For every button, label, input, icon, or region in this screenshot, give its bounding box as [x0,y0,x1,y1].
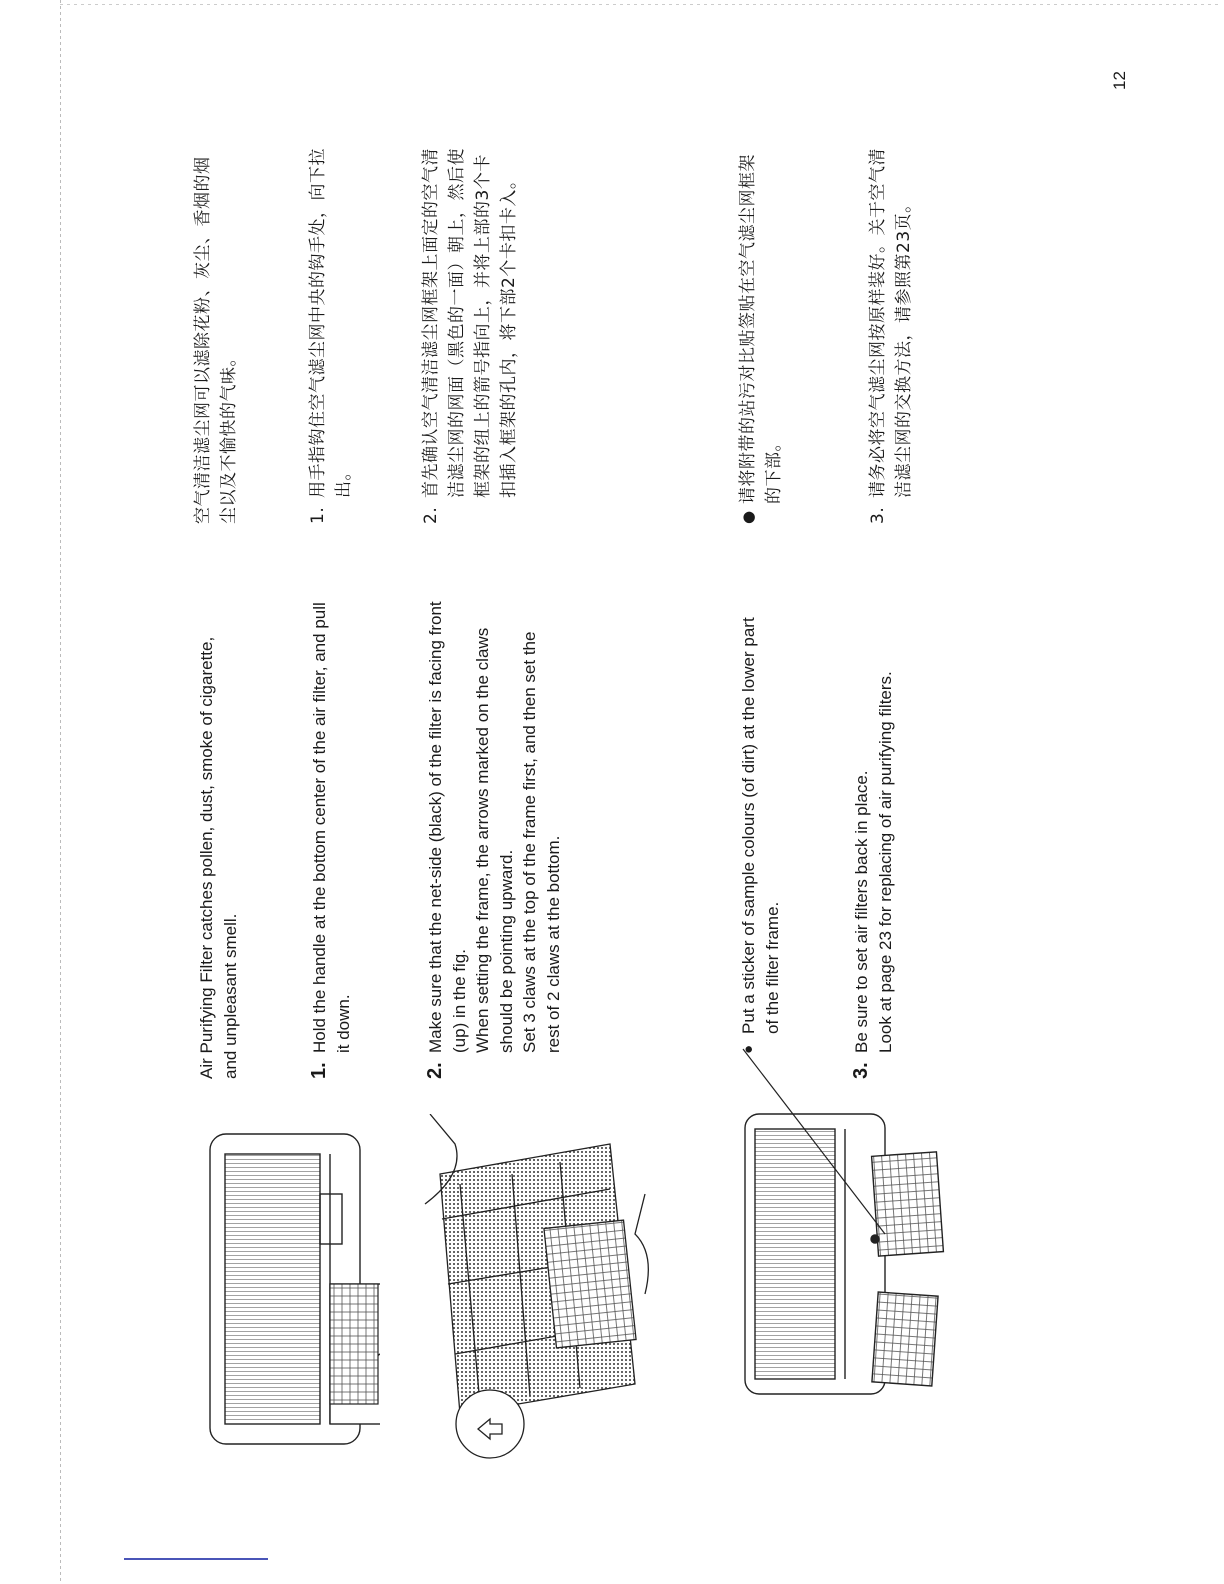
step-3-zh-text: 请务必将空气滤尘网按原样装好。关于空气清洁滤尘网的交换方法，请参照第23页。 [868,148,914,498]
illustration-set-filter [420,1114,660,1474]
step-2-zh [418,144,522,524]
step-1-zh [305,144,357,524]
note-en [737,599,784,1054]
step-1-zh-number: 1. [308,506,328,524]
note-zh-text: 请将附带的站污对比贴签贴在空气滤尘网框架的下部。 [738,154,784,504]
note-text: Put a sticker of sample colours (of dirt) at the lower part of the filter frame. [739,617,782,1034]
step-3-zh-number: 3. [868,506,888,524]
note-bullet: ● [740,1044,757,1054]
step-2-text [424,599,565,1053]
note-zh-bullet: ● [739,510,757,524]
step-2-en [424,599,565,1079]
step-3-text [850,559,897,1053]
step-1-text: Hold the handle at the bottom center of the air filter, and pull it down. [310,602,353,1053]
step-2-zh-text: 首先确认空气清洁滤尘网框架上面定的空气清洁滤尘网的网面（黑色的一面）朝上，然后使框架的纽上的箭号指向上，并将上部的3个卡扣插入框架的孔内，将下部2个卡扣卡入。 [421,148,519,498]
intro-zh: 空气清洁滤尘网可以滤除花粉、灰尘、香烟的烟尘以及不愉快的气味。 [193,156,239,524]
step-2-line-1: Make sure that the net-side (black) of the filter is facing front (up) in the fig. [426,601,469,1053]
note-zh [735,144,787,524]
illustration-pull-filter [190,1124,380,1464]
step-1-en [308,599,355,1079]
step-2-zh-number: 2. [421,506,441,524]
page-number: 12 [1110,71,1129,90]
step-2-line-2: When setting the frame, the arrows marked on the claws should be pointing upward. [473,627,516,1053]
intro-en: Air Purifying Filter catches pollen, dust, smoke of cigarette, and unpleasant smell. [197,636,240,1079]
step-2-number: 2. [424,1062,446,1079]
step-3-number: 3. [850,1062,872,1079]
sticker-pointer-line [735,1034,895,1254]
step-2-line-3: Set 3 claws at the top of the frame first, and then set the rest of 2 claws at the bottom. [520,631,563,1053]
step-3-en [850,559,897,1079]
step-1-number: 1. [308,1062,330,1079]
step-3-zh [865,144,917,524]
step-3-line-1: Be sure to set air filters back in place. [852,770,871,1053]
step-3-line-2: Look at page 23 for replacing of air purifying filters. [875,671,895,1053]
step-1-zh-text: 用手指钩住空气滤尘网中央的钩手处，向下拉出。 [308,148,354,498]
